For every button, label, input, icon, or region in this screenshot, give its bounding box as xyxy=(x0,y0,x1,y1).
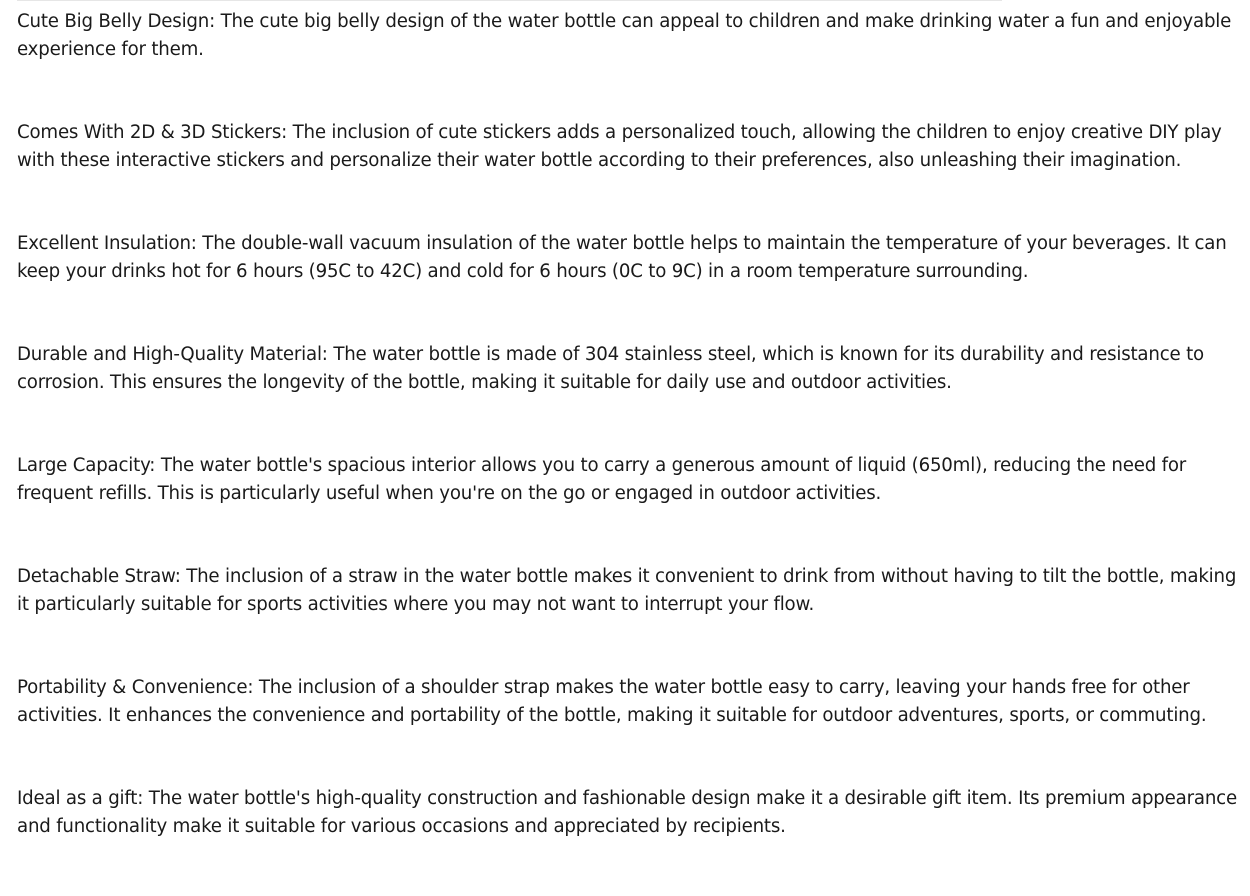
feature-excellent-insulation: Excellent Insulation: The double-wall vacuum insulation of the water bottle helps to maintain the temperature of your beverages. It can keep your drinks hot for 6 hours (95C to 42C) and cold for 6 hours (0C to 9C) in a room temperature surrounding. xyxy=(17,233,1227,282)
feature-cute-big-belly-design: Cute Big Belly Design: The cute big belly design of the water bottle can appeal to children and make drinking water a fun and enjoyable experience for them. xyxy=(17,11,1232,60)
feature-stickers: Comes With 2D & 3D Stickers: The inclusion of cute stickers adds a personalized touch, allowing the children to enjoy creative DIY play with these interactive stickers and personalize their water bottle according to their preferences, also unleashing their imagination. xyxy=(17,122,1222,171)
feature-list xyxy=(17,8,1243,896)
feature-detachable-straw: Detachable Straw: The inclusion of a straw in the water bottle makes it convenient to drink from without having to tilt the bottle, making it particularly suitable for sports activities where you may not want to interrupt your flow. xyxy=(17,566,1237,615)
feature-durable-material: Durable and High-Quality Material: The water bottle is made of 304 stainless steel, which is known for its durability and resistance to corrosion. This ensures the longevity of the bottle, making it suitable for daily use and outdoor activities. xyxy=(17,344,1204,393)
feature-ideal-as-gift: Ideal as a gift: The water bottle's high-quality construction and fashionable design make it a desirable gift item. Its premium appearance and functionality make it suitable for various occasions and appreciated by recipients. xyxy=(17,788,1237,837)
feature-large-capacity: Large Capacity: The water bottle's spacious interior allows you to carry a generous amount of liquid (650ml), reducing the need for frequent refills. This is particularly useful when you're on the go or engaged in outdoor activities. xyxy=(17,455,1187,504)
feature-portability-convenience: Portability & Convenience: The inclusion of a shoulder strap makes the water bottle easy to carry, leaving your hands free for other activities. It enhances the convenience and portability of the bottle, making it suitable for outdoor adventures, sports, or commuting. xyxy=(17,677,1207,726)
top-divider xyxy=(17,0,1002,1)
